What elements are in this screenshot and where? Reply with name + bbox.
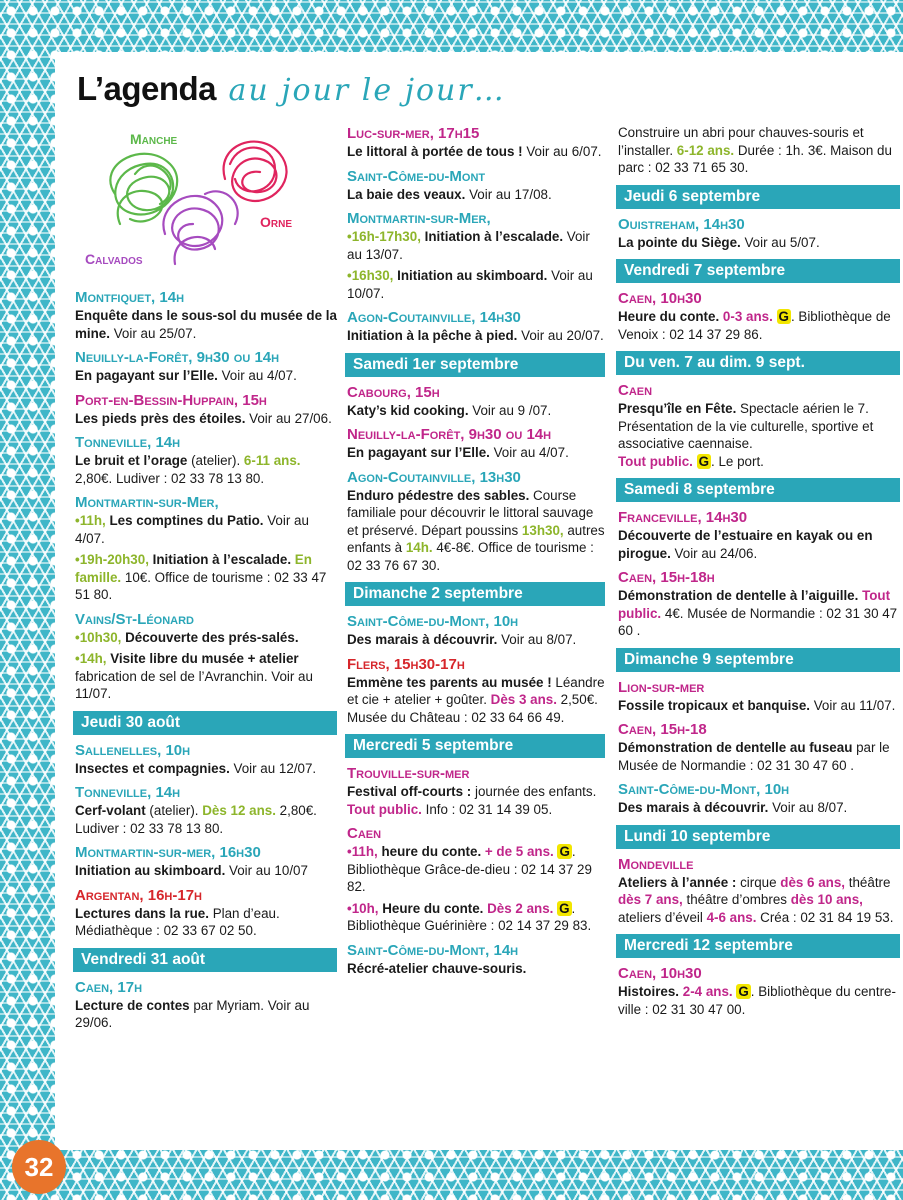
- event-item: [75, 978, 337, 1032]
- event-item: [618, 215, 900, 252]
- event-text: Plan d’eau. Médiathèque : 02 33 67 02 50.: [75, 905, 280, 938]
- event-title: Des marais à découvrir.: [347, 632, 498, 647]
- event-item: [618, 855, 900, 927]
- event-place: Saint-Côme-du-Mont: [347, 167, 486, 185]
- event-time: •10h,: [347, 900, 379, 916]
- age-label: 0-3 ans.: [719, 309, 773, 324]
- event-item: [75, 288, 337, 342]
- date-band: Vendredi 31 août: [73, 948, 337, 972]
- event-text: Voir au 11/07.: [809, 697, 896, 713]
- event-place: Montmartin-sur-Mer,: [347, 210, 491, 227]
- event-text: 4€. Musée de Normandie : 02 31 30 47 60 .: [618, 605, 898, 638]
- event-text: Voir au 20/07.: [517, 328, 604, 343]
- event-title: Lectures dans la rue.: [75, 905, 209, 921]
- event-text: 2,80€. Ludiver : 02 33 78 13 80.: [75, 803, 317, 836]
- event-place: Neuilly-la-Forêt, 9h30 ou 14h: [75, 349, 280, 366]
- event-item: [347, 308, 605, 345]
- orne-scribble: [224, 142, 287, 201]
- event-text: Voir au 9 /07.: [468, 402, 552, 418]
- age-label: Dès 2 ans.: [483, 900, 554, 916]
- event-title: Initiation à l’escalade.: [148, 552, 292, 567]
- event-text: Voir au 24/06.: [670, 545, 758, 561]
- page-header: [77, 70, 506, 120]
- event-title: Initiation à l’escalade.: [420, 229, 564, 244]
- event-item: [618, 678, 900, 715]
- event-title: Fossile tropicaux et banquise.: [618, 697, 810, 713]
- event-title: Enduro pédestre des sables.: [347, 487, 530, 503]
- event-text: Léandre et cie + atelier + goûter.: [347, 674, 605, 707]
- event-text: Voir au 10/07.: [347, 268, 593, 301]
- event-title: Le littoral à portée de tous !: [347, 144, 523, 159]
- event-item: [347, 383, 605, 420]
- event-title: Cerf-volant: [75, 803, 146, 818]
- event-text: Créa : 02 31 84 19 53.: [756, 909, 894, 925]
- date-band: Jeudi 6 septembre: [616, 185, 900, 209]
- event-text: journée des enfants.: [471, 784, 597, 799]
- free-badge: G: [698, 453, 710, 469]
- age-label: 6-11 ans.: [243, 453, 301, 468]
- event-item: [618, 124, 900, 177]
- event-item: [75, 843, 337, 880]
- event-title: Lecture de contes: [75, 997, 190, 1013]
- event-item: [618, 568, 900, 640]
- event-text: . Bibliothèque Grâce-de-dieu : 02 14 37 29 82.: [347, 844, 592, 894]
- date-band: Vendredi 7 septembre: [616, 259, 900, 283]
- date-band: Dimanche 9 septembre: [616, 648, 900, 672]
- event-title: Insectes et compagnies.: [75, 760, 230, 776]
- event-place: Caen, 17h: [75, 978, 143, 996]
- event-place: Caen, 10h30: [618, 965, 702, 982]
- event-text: Voir au 12/07.: [229, 760, 317, 776]
- event-text: Durée : 1h. 3€. Maison du parc : 02 33 71 65 30.: [618, 142, 892, 175]
- event-text: par Myriam. Voir au 29/06.: [75, 997, 310, 1030]
- event-title: Presqu’île en Fête.: [618, 401, 737, 416]
- event-text: Voir au 17/08.: [465, 186, 552, 202]
- event-time: •11h,: [75, 513, 106, 528]
- event-text: . Bibliothèque du centre-ville : 02 31 30 47 00.: [618, 984, 896, 1017]
- event-text: Voir au 10/07: [225, 863, 308, 878]
- event-place: Vains/St-Léonard: [75, 610, 195, 628]
- event-title: Festival off-courts :: [347, 784, 472, 799]
- department-map: [75, 124, 325, 279]
- event-place: Neuilly-la-Forêt, 9h30 ou 14h: [347, 426, 552, 443]
- event-item: [347, 167, 605, 204]
- event-title: La pointe du Siège.: [618, 234, 741, 250]
- event-title: Découverte de l’estuaire en kayak ou en pirogue.: [618, 528, 873, 561]
- event-text: (atelier).: [187, 453, 244, 468]
- event-text: Voir au 8/07.: [497, 632, 577, 647]
- event-item: [618, 964, 900, 1018]
- event-title: Histoires.: [618, 984, 680, 999]
- event-place: Saint-Côme-du-Mont, 14h: [347, 941, 519, 959]
- event-item: [75, 610, 337, 703]
- age-label: 4-6 ans.: [706, 909, 757, 925]
- event-place: Port-en-Bessin-Huppain, 15h: [75, 391, 267, 409]
- event-place: Caen, 15h-18: [618, 721, 707, 738]
- event-title: Les comptines du Patio.: [105, 513, 264, 528]
- event-title: Initiation à la pêche à pied.: [347, 328, 518, 343]
- event-text: . Bibliothèque Guérinière : 02 14 37 29 83.: [347, 900, 592, 933]
- date-band: Jeudi 30 août: [73, 711, 337, 735]
- page-number: 32: [12, 1140, 66, 1194]
- event-place: Agon-Coutainville, 14h30: [347, 309, 521, 326]
- event-title: La baie des veaux.: [347, 186, 466, 202]
- event-text: théâtre: [845, 874, 891, 890]
- age-label: dès 7 ans,: [618, 892, 683, 907]
- free-badge: G: [559, 900, 570, 916]
- event-item: [75, 886, 337, 940]
- event-title: Initiation au skimboard.: [75, 863, 226, 878]
- event-place: Tonneville, 14h: [75, 434, 181, 451]
- age-label: Dès 3 ans.: [490, 692, 557, 707]
- event-text: Spectacle aérien le 7. Présentation de la vie culturelle, sportive et associative caennaise.: [618, 401, 874, 451]
- event-title: Démonstration de dentelle au fuseau: [618, 740, 853, 755]
- event-text: Voir au 6/07.: [522, 144, 602, 159]
- event-item: [347, 764, 605, 818]
- event-place: Flers, 15h30-17h: [347, 655, 465, 673]
- event-place: Luc-sur-mer, 17h15: [347, 125, 480, 142]
- event-item: [75, 493, 337, 604]
- event-text: 2,80€. Ludiver : 02 33 78 13 80.: [75, 470, 265, 486]
- date-band: Samedi 8 septembre: [616, 478, 900, 502]
- event-place: Caen, 15h-18h: [618, 569, 715, 586]
- event-title: Le bruit et l’orage: [75, 453, 188, 468]
- event-item: [347, 655, 605, 727]
- date-band: Lundi 10 septembre: [616, 825, 900, 849]
- date-band: Dimanche 2 septembre: [345, 582, 605, 606]
- event-item: [347, 425, 605, 462]
- event-title: Les pieds près des étoiles.: [75, 410, 246, 426]
- event-place: Ouistreham, 14h30: [618, 215, 745, 233]
- event-text: Voir au 13/07.: [347, 229, 590, 262]
- event-text: Course familiale pour découvrir le littoral sauvage et préservé. Départ poussins: [347, 487, 594, 538]
- event-place: Caen: [618, 382, 653, 399]
- calvados-scribble: [163, 191, 237, 264]
- free-badge: G: [778, 309, 789, 324]
- event-text: 2,50€. Musée du Château : 02 33 64 66 49.: [347, 692, 598, 725]
- column-2: [347, 124, 605, 983]
- event-title: Katy’s kid cooking.: [347, 402, 469, 418]
- event-title: Emmène tes parents au musée !: [347, 674, 552, 690]
- page-title: L’agenda: [77, 70, 217, 107]
- event-text: Voir au 27/06.: [245, 410, 332, 426]
- age-label: En famille.: [75, 552, 312, 585]
- event-item: [75, 783, 337, 837]
- event-text: Voir au 5/07.: [740, 234, 820, 250]
- event-item: [347, 941, 605, 978]
- event-title: heure du conte.: [377, 844, 482, 859]
- manche-label: Manche: [130, 131, 178, 147]
- event-item: [618, 720, 900, 774]
- event-title: Démonstration de dentelle à l’aiguille.: [618, 588, 859, 603]
- event-time: •16h30,: [347, 268, 394, 283]
- event-text: théâtre d’ombres: [682, 892, 791, 907]
- event-item: [75, 348, 337, 385]
- free-badge: G: [559, 844, 570, 859]
- event-text: par le Musée de Normandie : 02 31 30 47 60 .: [618, 740, 890, 773]
- event-text: cirque: [736, 874, 781, 890]
- event-item: [618, 780, 900, 817]
- event-item: [347, 209, 605, 302]
- event-place: Montmartin-sur-mer, 16h30: [75, 844, 261, 861]
- event-title: Heure du conte.: [618, 309, 720, 324]
- event-place: Argentan, 16h-17h: [75, 886, 202, 904]
- event-place: Tonneville, 14h: [75, 784, 181, 801]
- event-item: [618, 289, 900, 343]
- event-place: Cabourg, 15h: [347, 383, 440, 401]
- event-text: autres enfants à: [347, 522, 605, 555]
- event-place: Saint-Côme-du-Mont, 10h: [347, 613, 519, 630]
- event-title: Découverte des prés-salés.: [121, 629, 299, 645]
- event-text: Voir au 4/07.: [217, 368, 297, 383]
- event-text: (atelier).: [145, 803, 203, 818]
- date-band: Du ven. 7 au dim. 9 sept.: [616, 351, 900, 375]
- event-time-highlight: 13h30,: [521, 522, 564, 538]
- event-place: Montmartin-sur-Mer,: [75, 494, 219, 511]
- audience-label: Tout public.: [618, 453, 693, 469]
- event-text: 10€. Office de tourisme : 02 33 47 51 80.: [75, 569, 327, 602]
- event-item: [347, 468, 605, 575]
- event-item: [347, 124, 605, 161]
- event-title: Ateliers à l’année :: [618, 874, 737, 890]
- event-text: Voir au 4/07.: [75, 513, 309, 546]
- event-time: •10h30,: [75, 629, 122, 645]
- age-label: 6-12 ans.: [676, 142, 735, 158]
- event-title: En pagayant sur l’Elle.: [347, 445, 490, 460]
- event-text: 4€-8€. Office de tourisme : 02 33 76 67 30.: [347, 540, 594, 573]
- event-text: fabrication de sel de l’Avranchin. Voir au 11/07.: [75, 668, 313, 701]
- event-item: [347, 612, 605, 649]
- free-badge: G: [738, 984, 749, 999]
- event-place: Trouville-sur-mer: [347, 765, 470, 782]
- orne-label: Orne: [260, 214, 293, 230]
- event-time-highlight: 14h.: [405, 540, 433, 555]
- event-place: Caen, 10h30: [618, 290, 702, 307]
- event-place: Mondeville: [618, 855, 694, 873]
- event-item: [75, 433, 337, 487]
- date-band: Samedi 1er septembre: [345, 353, 605, 377]
- event-item: [75, 741, 337, 778]
- event-text: Construire un abri pour chauves-souris et l’installer.: [618, 125, 864, 158]
- column-1: [75, 288, 337, 1038]
- age-label: dès 10 ans,: [790, 892, 863, 907]
- page-subtitle-script: au jour le jour…: [228, 73, 506, 108]
- event-text: . Bibliothèque de Venoix : 02 14 37 29 86.: [618, 309, 891, 342]
- event-place: Saint-Côme-du-Mont, 10h: [618, 781, 790, 798]
- event-text: ateliers d’éveil: [618, 909, 707, 925]
- event-title: Récré-atelier chauve-souris.: [347, 960, 527, 976]
- age-label: Dès 12 ans.: [202, 803, 276, 818]
- event-item: [347, 824, 605, 935]
- event-time: •19h-20h30,: [75, 552, 149, 567]
- age-label: 2-4 ans.: [679, 984, 733, 999]
- age-label: + de 5 ans.: [481, 844, 554, 859]
- event-item: [618, 381, 900, 470]
- event-text: . Le port.: [711, 453, 764, 469]
- event-place: Caen: [347, 825, 382, 842]
- event-text: Voir au 25/07.: [109, 325, 197, 341]
- event-item: [75, 391, 337, 428]
- event-title: Heure du conte.: [378, 900, 484, 916]
- event-time: •11h,: [347, 844, 378, 859]
- agenda-page: [55, 52, 903, 1150]
- event-text: Voir au 4/07.: [489, 445, 569, 460]
- column-3: [618, 124, 900, 1024]
- audience-label: Tout public.: [347, 801, 422, 817]
- date-band: Mercredi 12 septembre: [616, 934, 900, 958]
- event-title: Enquête dans le sous-sol du musée de la mine.: [75, 308, 337, 341]
- audience-label: Tout public.: [618, 588, 891, 621]
- event-title: Des marais à découvrir.: [618, 800, 769, 815]
- event-text: Voir au 8/07.: [768, 800, 848, 815]
- event-place: Franceville, 14h30: [618, 509, 748, 526]
- event-time: •16h-17h30,: [347, 229, 421, 244]
- age-label: dès 6 ans,: [780, 874, 846, 890]
- event-text: Info : 02 31 14 39 05.: [421, 801, 553, 817]
- event-place: Montfiquet, 14h: [75, 289, 185, 306]
- event-place: Agon-Coutainville, 13h30: [347, 468, 521, 486]
- event-place: Sallenelles, 10h: [75, 741, 191, 759]
- date-band: Mercredi 5 septembre: [345, 734, 605, 758]
- event-item: [618, 508, 900, 562]
- event-title: En pagayant sur l’Elle.: [75, 368, 218, 383]
- event-title: Initiation au skimboard.: [393, 268, 548, 283]
- event-title: Visite libre du musée + atelier: [106, 651, 299, 666]
- event-place: Lion-sur-mer: [618, 678, 705, 696]
- event-time: •14h,: [75, 651, 107, 666]
- calvados-label: Calvados: [85, 251, 143, 267]
